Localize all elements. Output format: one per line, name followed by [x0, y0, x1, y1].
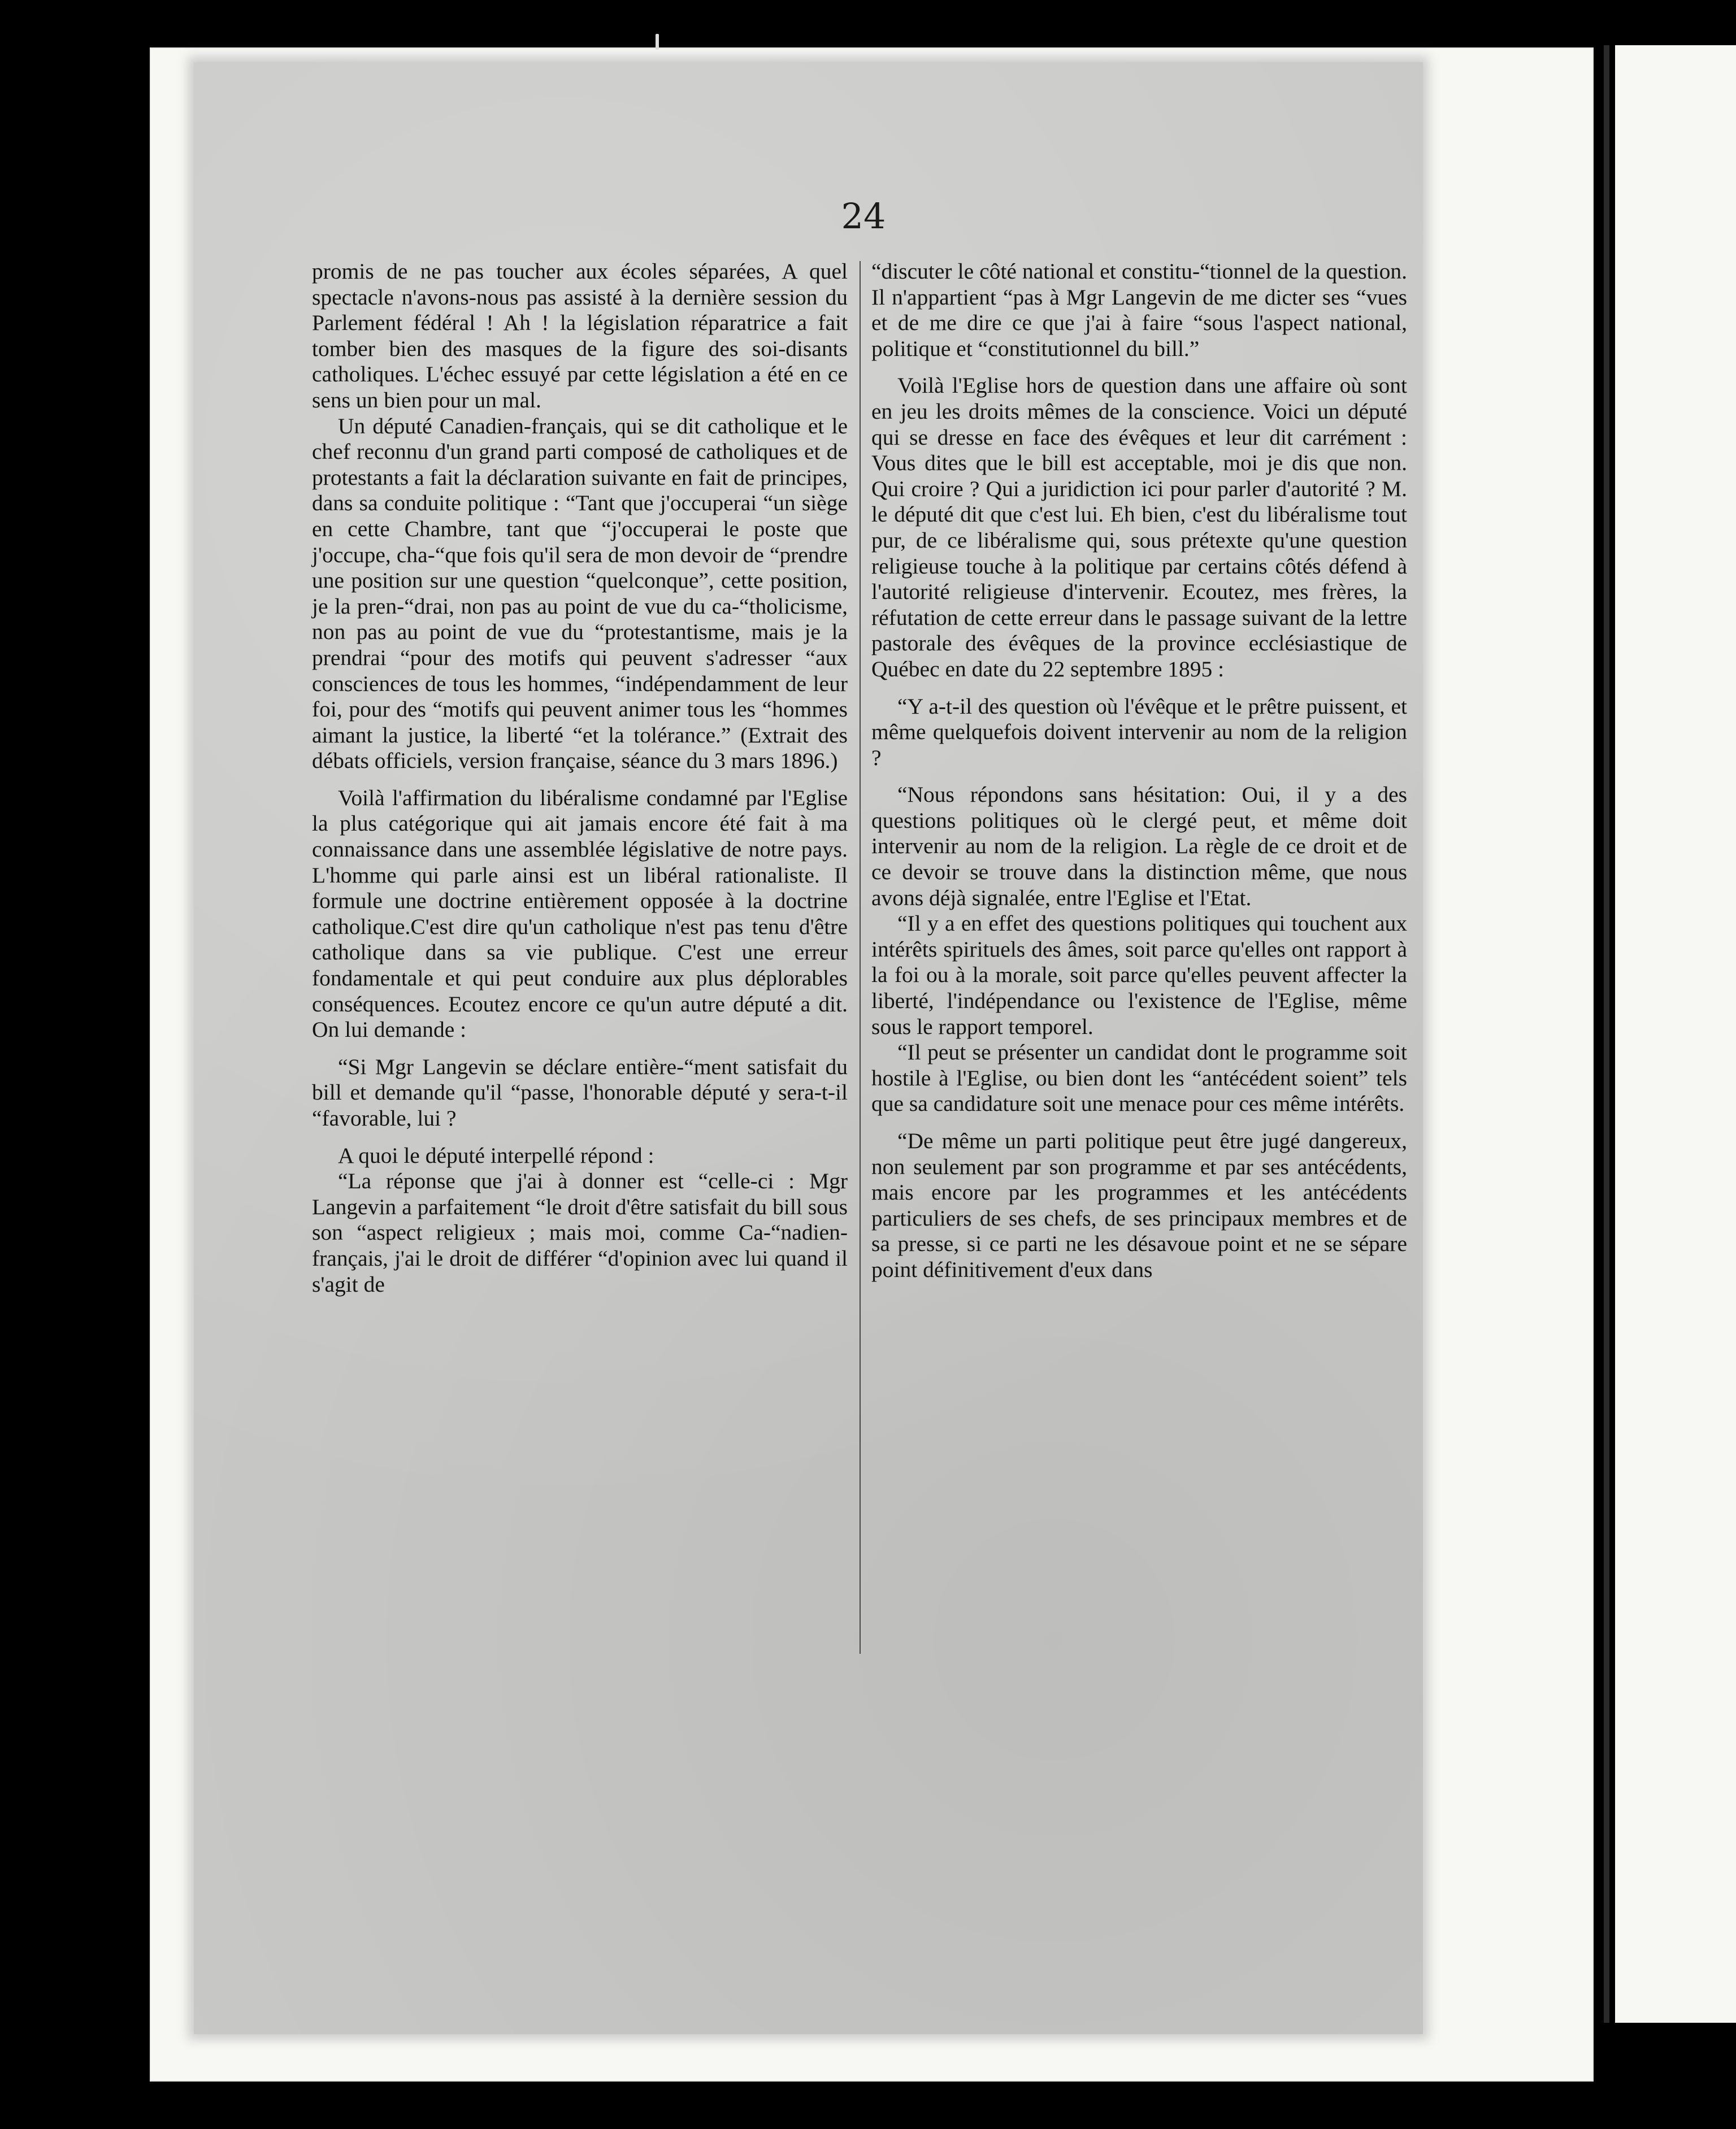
paragraph: Un député Canadien-français, qui se dit catholique et le chef reconnu d'un grand parti composé de catholiques et de protestants a fait la déclaration suivante en fait de principes, dans sa conduite politique : “Tant que j'occuperai “un siège en cette Chambre, tant que “j'occuperai le poste que j'occupe, cha-“que fois qu'il sera de mon devoir de “prendre une position sur une question “quelconque”, cette position, je la pren-“drai, non pas au point de vue du ca-“tholicisme, non pas au point de vue du “protestantisme, mais je la prendrai “pour des motifs qui peuvent s'adresser “aux consciences de tous les hommes, “indépendamment de leur foi, pour des “motifs qui peuvent animer tous les “hommes aimant la justice, la liberté “et la tolérance.” (Extrait des débats officiels, version française, séance du 3 mars 1896.) — [312, 413, 848, 774]
paragraph: Voilà l'Eglise hors de question dans une affaire où sont en jeu les droits mêmes de la conscience. Voici un député qui se dresse en face des évêques et leur dit carrément : Vous dites que le bill est acceptable, moi je dis que non. Qui croire ? Qui a juridiction ici pour parler d'autorité ? M. le député dit que c'est lui. Eh bien, c'est du libéralisme tout pur, de ce libéralisme qui, sous prétexte qu'une question religieuse touche à la politique par certains côtés défend à l'autorité religieuse d'intervenir. Ecoutez, mes frères, la réfutation de cette erreur dans le passage suivant de la lettre pastorale des évêques de la province ecclésiastique de Québec en date du 22 septembre 1895 : — [871, 373, 1407, 681]
column-divider — [860, 261, 861, 1654]
left-text-column — [312, 259, 848, 1694]
quotation-paragraph: “Il peut se présenter un candidat dont le programme soit hostile à l'Eglise, ou bien dont les “antécédent soient” tels que sa candidature soit une menace pour ces même intérêts. — [871, 1040, 1407, 1116]
quotation-paragraph: “discuter le côté national et constitu-“tionnel de la question. Il n'appartient “pas à Mgr Langevin de me dicter ses “vues et de me dire ce que j'ai à faire “sous l'aspect national, politique et “constitutionnel du bill.” — [871, 259, 1407, 361]
page-number: 24 — [841, 195, 886, 237]
scan-mark — [656, 34, 659, 50]
quotation-paragraph: “Il y a en effet des questions politiques qui touchent aux intérêts spirituels des âmes, soit parce qu'elles ont rapport à la foi ou à la morale, soit parce qu'elles peuvent affecter la liberté, l'indépendance ou l'existence de l'Eglise, même sous le rapport temporel. — [871, 911, 1407, 1039]
paragraph: promis de ne pas toucher aux écoles séparées, A quel spectacle n'avons-nous pas assisté à la dernière session du Parlement fédéral ! Ah ! la législation réparatrice a fait tomber bien des masques de la figure des soi-disants catholiques. L'échec essuyé par cette législation a été en ce sens un bien pour un mal. — [312, 259, 848, 412]
quotation-paragraph: “Si Mgr Langevin se déclare entière-“ment satisfait du bill et demande qu'il “passe, l'honorable député y sera-t-il “favorable, lui ? — [312, 1054, 848, 1131]
facing-page-edge-shadow — [1604, 45, 1609, 2023]
quotation-paragraph: “De même un parti politique peut être jugé dangereux, non seulement par son programme et par ses antécédents, mais encore par les programmes et les antécédents particuliers de ses chefs, de ses principaux membres et de sa presse, si ce parti ne les désavoue point et ne se sépare point définitivement d'eux dans — [871, 1128, 1407, 1282]
paragraph: A quoi le député interpellé répond : — [338, 1142, 654, 1168]
paragraph: Voilà l'affirmation du libéralisme condamné par l'Eglise la plus catégorique qui ait jamais encore été fait à ma connaissance dans une assemblée législative de notre pays. L'homme qui parle ainsi est un libéral rationaliste. Il formule une doctrine entièrement opposée à la doctrine catholique.C'est dire qu'un catholique n'est pas tenu d'être catholique dans sa vie publique. C'est une erreur fondamentale et qui peut conduire aux plus déplorables conséquences. Ecoutez encore ce qu'un autre député a dit. On lui demande : — [312, 785, 848, 1042]
quotation-paragraph: “Nous répondons sans hésitation: Oui, il y a des questions politiques où le clergé peut, et même doit intervenir au nom de la religion. La règle de ce droit et de ce devoir se trouve dans la distinction même, que nous avons déjà signalée, entre l'Eglise et l'Etat. — [871, 782, 1407, 910]
right-text-column — [871, 259, 1407, 1694]
quotation-paragraph: “Y a-t-il des question où l'évêque et le prêtre puissent, et même quelquefois doivent intervenir au nom de la religion ? — [871, 693, 1407, 770]
quotation-paragraph: “La réponse que j'ai à donner est “celle-ci : Mgr Langevin a parfaitement “le droit d'être satisfait du bill sous son “aspect religieux ; mais moi, comme Ca-“nadien-français, j'ai le droit de différer “d'opinion avec lui quand il s'agit de — [312, 1168, 848, 1297]
facing-page-edge — [1615, 45, 1736, 2023]
